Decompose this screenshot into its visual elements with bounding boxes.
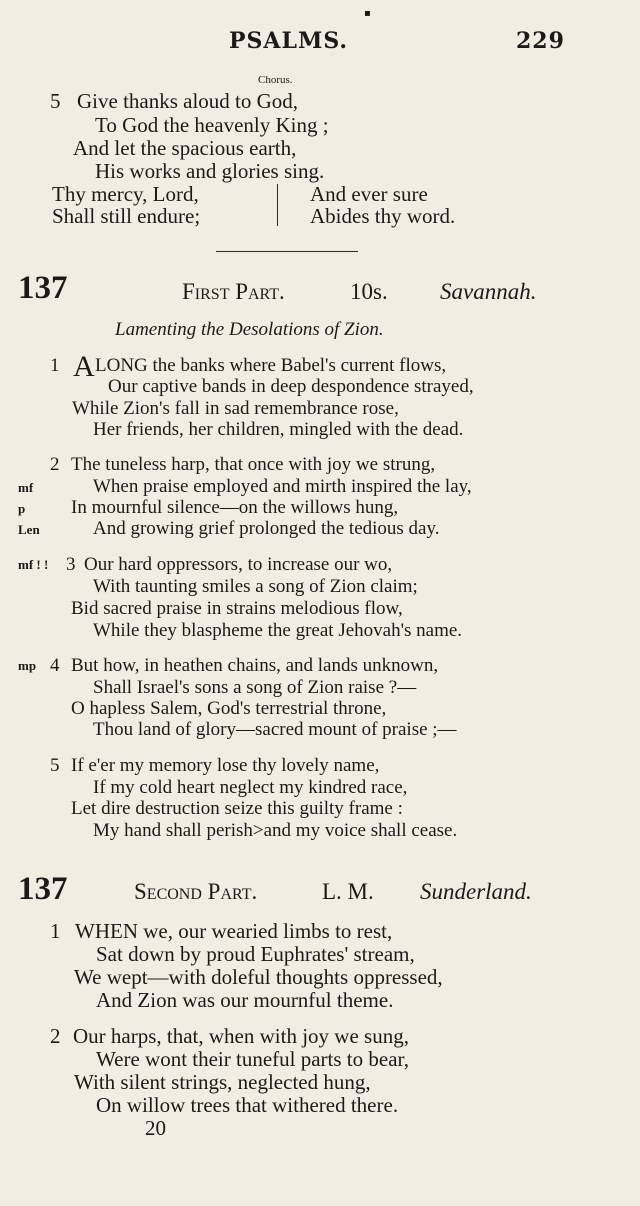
dynamic-mark: mf <box>18 480 34 495</box>
verse-line: And growing grief prolonged the tedious day. <box>93 518 440 539</box>
dynamic-mark: Len <box>18 522 40 537</box>
verse-line: The tuneless harp, that once with joy we strung, <box>71 454 436 475</box>
chorus-line: To God the heavenly King ; <box>95 113 329 137</box>
chorus-line: His works and glories sing. <box>95 159 325 183</box>
signature-mark: 20 <box>145 1116 166 1140</box>
hymn-meter: 10s. <box>350 279 388 304</box>
printer-mark: ▪ <box>364 8 371 19</box>
hymn-tune: Savannah. <box>440 279 537 304</box>
verse-line: When praise employed and mirth inspired the lay, <box>93 476 472 497</box>
verse-number: 1 <box>50 919 61 943</box>
verse-line: If e'er my memory lose thy lovely name, <box>71 755 380 776</box>
hymn-part: First Part. <box>182 279 285 304</box>
verse-line: We wept—with doleful thoughts oppressed, <box>74 965 443 989</box>
verse-line: Her friends, her children, mingled with the dead. <box>93 419 464 440</box>
chorus-label: Chorus. <box>258 74 293 86</box>
verse-line: Our hard oppressors, to increase our wo, <box>84 554 393 575</box>
verse-number: 1 <box>50 355 60 376</box>
drop-cap: A <box>73 350 95 383</box>
chorus-divider <box>277 184 278 226</box>
verse-line: Were wont their tuneful parts to bear, <box>96 1047 409 1071</box>
verse-line: Our captive bands in deep despondence strayed, <box>108 376 474 397</box>
verse-line: My hand shall perish>and my voice shall cease. <box>93 820 458 841</box>
verse-line: While they blaspheme the great Jehovah's name. <box>93 620 463 641</box>
verse-line: On willow trees that withered there. <box>96 1093 399 1117</box>
hymn-meter: L. M. <box>322 879 374 904</box>
dynamic-mark: p <box>18 501 26 516</box>
chorus-split-right: Abides thy word. <box>310 204 456 228</box>
verse-number: 2 <box>50 454 60 475</box>
verse-line: And Zion was our mournful theme. <box>96 988 394 1012</box>
hymn-part: Second Part. <box>134 879 258 904</box>
page-number: 229 <box>516 28 565 54</box>
verse-number: 2 <box>50 1024 61 1048</box>
chorus-line: Give thanks aloud to God, <box>77 89 299 113</box>
verse-line: O hapless Salem, God's terrestrial throne, <box>71 698 387 719</box>
verse-number: 3 <box>66 554 76 575</box>
dynamic-mark: mf ! ! <box>18 557 49 572</box>
chorus-verse-number: 5 <box>50 89 61 113</box>
verse-line: Let dire destruction seize this guilty frame : <box>71 798 403 819</box>
chorus-split-right: And ever sure <box>310 182 428 206</box>
section-rule <box>216 251 358 252</box>
hymn-tune: Sunderland. <box>420 879 532 904</box>
verse-line: While Zion's fall in sad remembrance rose, <box>72 398 399 419</box>
hymn-number: 137 <box>18 270 68 306</box>
verse-line: Shall Israel's sons a song of Zion raise ?— <box>93 677 417 698</box>
verse-line: If my cold heart neglect my kindred race, <box>93 777 408 798</box>
running-title: PSALMS. <box>229 28 349 54</box>
verse-line: Bid sacred praise in strains melodious flow, <box>71 598 403 619</box>
verse-number: 5 <box>50 755 60 776</box>
dynamic-mark: mp <box>18 658 37 673</box>
verse-line: WHEN we, our wearied limbs to rest, <box>75 919 393 943</box>
verse-line: Sat down by proud Euphrates' stream, <box>96 942 415 966</box>
chorus-split-left: Thy mercy, Lord, <box>52 182 199 206</box>
verse-line: With taunting smiles a song of Zion claim; <box>93 576 418 597</box>
chorus-line: And let the spacious earth, <box>73 136 297 160</box>
verse-line: Our harps, that, when with joy we sung, <box>73 1024 409 1048</box>
hymn-subtitle: Lamenting the Desolations of Zion. <box>115 319 384 340</box>
verse-line: In mournful silence—on the willows hung, <box>71 497 399 518</box>
hymn-number: 137 <box>18 871 68 907</box>
chorus-split-left: Shall still endure; <box>52 204 201 228</box>
verse-line: LONG the banks where Babel's current flows, <box>95 355 447 376</box>
verse-number: 4 <box>50 655 60 676</box>
verse-line: With silent strings, neglected hung, <box>74 1070 371 1094</box>
verse-line: Thou land of glory—sacred mount of praise ;— <box>93 719 457 740</box>
verse-line: But how, in heathen chains, and lands unknown, <box>71 655 439 676</box>
